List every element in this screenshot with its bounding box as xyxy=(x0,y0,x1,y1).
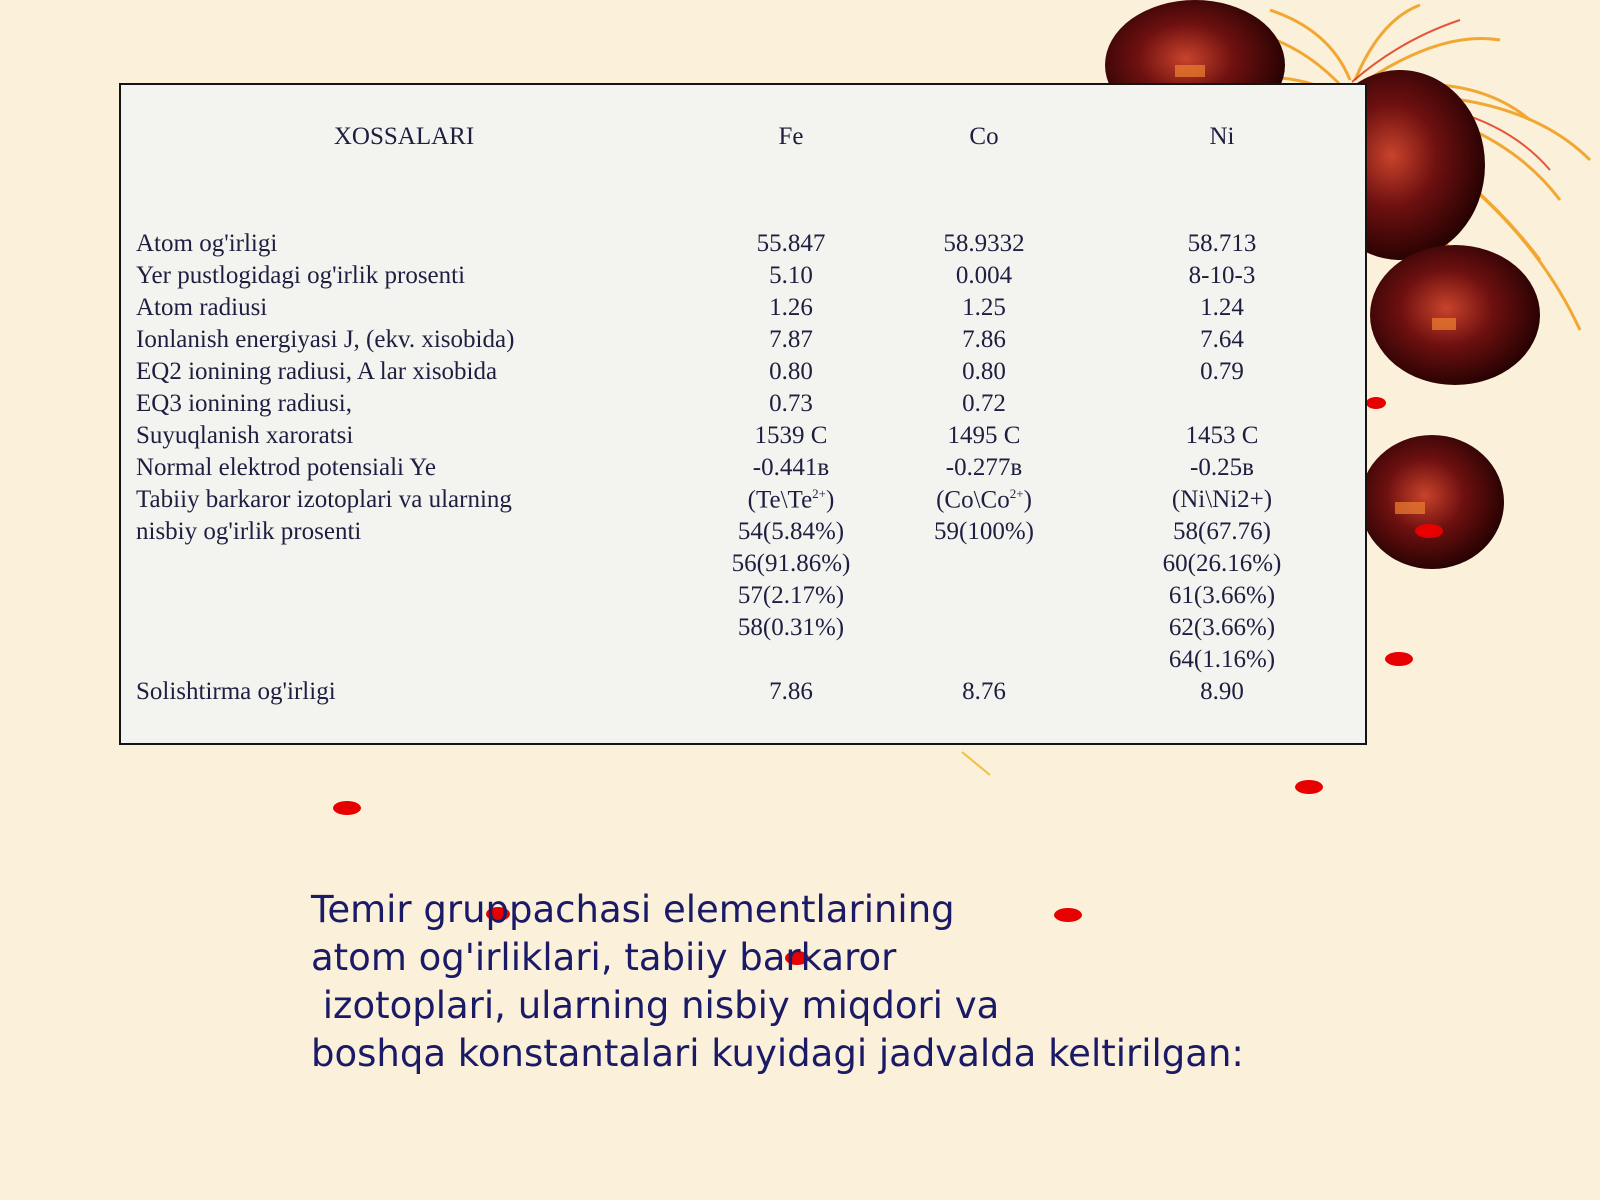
table-row xyxy=(121,358,1365,390)
cell-fe: 0.80 xyxy=(769,358,813,385)
table-row xyxy=(121,518,1365,550)
caption-line: Temir gruppachasi elementlarining xyxy=(311,888,955,931)
cell-co: 7.86 xyxy=(962,326,1006,353)
table-row xyxy=(121,454,1365,486)
row-label: nisbiy og'irlik prosenti xyxy=(136,518,362,545)
element-properties-table xyxy=(119,83,1367,745)
cell-co: -0.277в xyxy=(945,454,1023,481)
table-row xyxy=(121,550,1365,582)
header-co: Co xyxy=(969,123,999,150)
table-row xyxy=(121,390,1365,422)
table-row xyxy=(121,262,1365,294)
table-row xyxy=(121,294,1365,326)
cell-ni: 64(1.16%) xyxy=(1168,646,1276,673)
cell-fe: 1.26 xyxy=(769,294,813,321)
cell-co: 0.80 xyxy=(962,358,1006,385)
cell-ni: 58(67.76) xyxy=(1173,518,1271,545)
cell-co: $(Co\backslash Co^{2+})$ xyxy=(936,486,1032,514)
table-row xyxy=(121,486,1365,518)
row-label: EQ2 ionining radiusi, A lar xisobida xyxy=(136,358,498,385)
table-row xyxy=(121,678,1365,710)
table-row xyxy=(121,422,1365,454)
cell-ni: 8.90 xyxy=(1200,678,1244,705)
cell-ni: 61(3.66%) xyxy=(1168,582,1276,609)
cell-ni: 8-10-3 xyxy=(1188,262,1256,289)
table-row xyxy=(121,230,1365,262)
cell-ni: 1.24 xyxy=(1200,294,1244,321)
row-label: Suyuqlanish xaroratsi xyxy=(136,422,354,449)
cell-ni: 60(26.16%) xyxy=(1162,550,1282,577)
cell-fe: $(Te\backslash Te^{2+})$ xyxy=(747,486,835,514)
row-label: Ionlanish energiyasi J, (ekv. xisobida) xyxy=(136,326,515,353)
caption-line: boshqa konstantalari kuyidagi jadvalda keltirilgan: xyxy=(311,1032,1244,1075)
cell-co: 0.004 xyxy=(955,262,1013,289)
row-label: Normal elektrod potensiali Ye xyxy=(136,454,436,481)
row-label: Tabiiy barkaror izotoplari va ularning xyxy=(136,486,512,513)
table-row xyxy=(121,326,1365,358)
cell-ni: -0.25в xyxy=(1190,454,1254,481)
cell-fe: 5.10 xyxy=(769,262,813,289)
header-ni: Ni xyxy=(1209,123,1235,150)
row-label: Atom radiusi xyxy=(136,294,268,321)
caption-text xyxy=(311,886,1411,1078)
table-row xyxy=(121,582,1365,614)
cell-co: 0.72 xyxy=(962,390,1006,417)
row-label: Solishtirma og'irligi xyxy=(136,678,336,705)
cell-co: 1495 C xyxy=(947,422,1021,449)
cell-fe: 1539 C xyxy=(754,422,828,449)
caption-line: izotoplari, ularning nisbiy miqdori va xyxy=(311,984,1000,1027)
cell-ni: (Ni\Ni2+) xyxy=(1171,486,1273,513)
table-header-row xyxy=(121,123,1365,155)
cell-co: 8.76 xyxy=(962,678,1006,705)
cell-co: 58.9332 xyxy=(943,230,1025,257)
cell-co: 1.25 xyxy=(962,294,1006,321)
row-label: Yer pustlogidagi og'irlik prosenti xyxy=(136,262,466,289)
cell-fe: 56(91.86%) xyxy=(731,550,851,577)
cell-fe: 7.87 xyxy=(769,326,813,353)
cell-fe: 54(5.84%) xyxy=(737,518,845,545)
cell-ni: 1453 C xyxy=(1185,422,1259,449)
cell-co: 59(100%) xyxy=(934,518,1034,545)
cell-fe: 57(2.17%) xyxy=(737,582,845,609)
cell-ni: 58.713 xyxy=(1187,230,1257,257)
header-fe: Fe xyxy=(778,123,804,150)
cell-fe: 58(0.31%) xyxy=(737,614,845,641)
caption-line: atom og'irliklari, tabiiy barkaror xyxy=(311,936,897,979)
cell-fe: -0.441в xyxy=(752,454,830,481)
cell-fe: 55.847 xyxy=(756,230,826,257)
cell-ni: 0.79 xyxy=(1200,358,1244,385)
table-row xyxy=(121,646,1365,678)
cell-ni: 7.64 xyxy=(1200,326,1244,353)
header-properties: XOSSALARI xyxy=(333,123,475,150)
table-row xyxy=(121,614,1365,646)
row-label: EQ3 ionining radiusi, xyxy=(136,390,352,417)
cell-fe: 0.73 xyxy=(769,390,813,417)
cell-ni: 62(3.66%) xyxy=(1168,614,1276,641)
cell-fe: 7.86 xyxy=(769,678,813,705)
row-label: Atom og'irligi xyxy=(136,230,278,257)
